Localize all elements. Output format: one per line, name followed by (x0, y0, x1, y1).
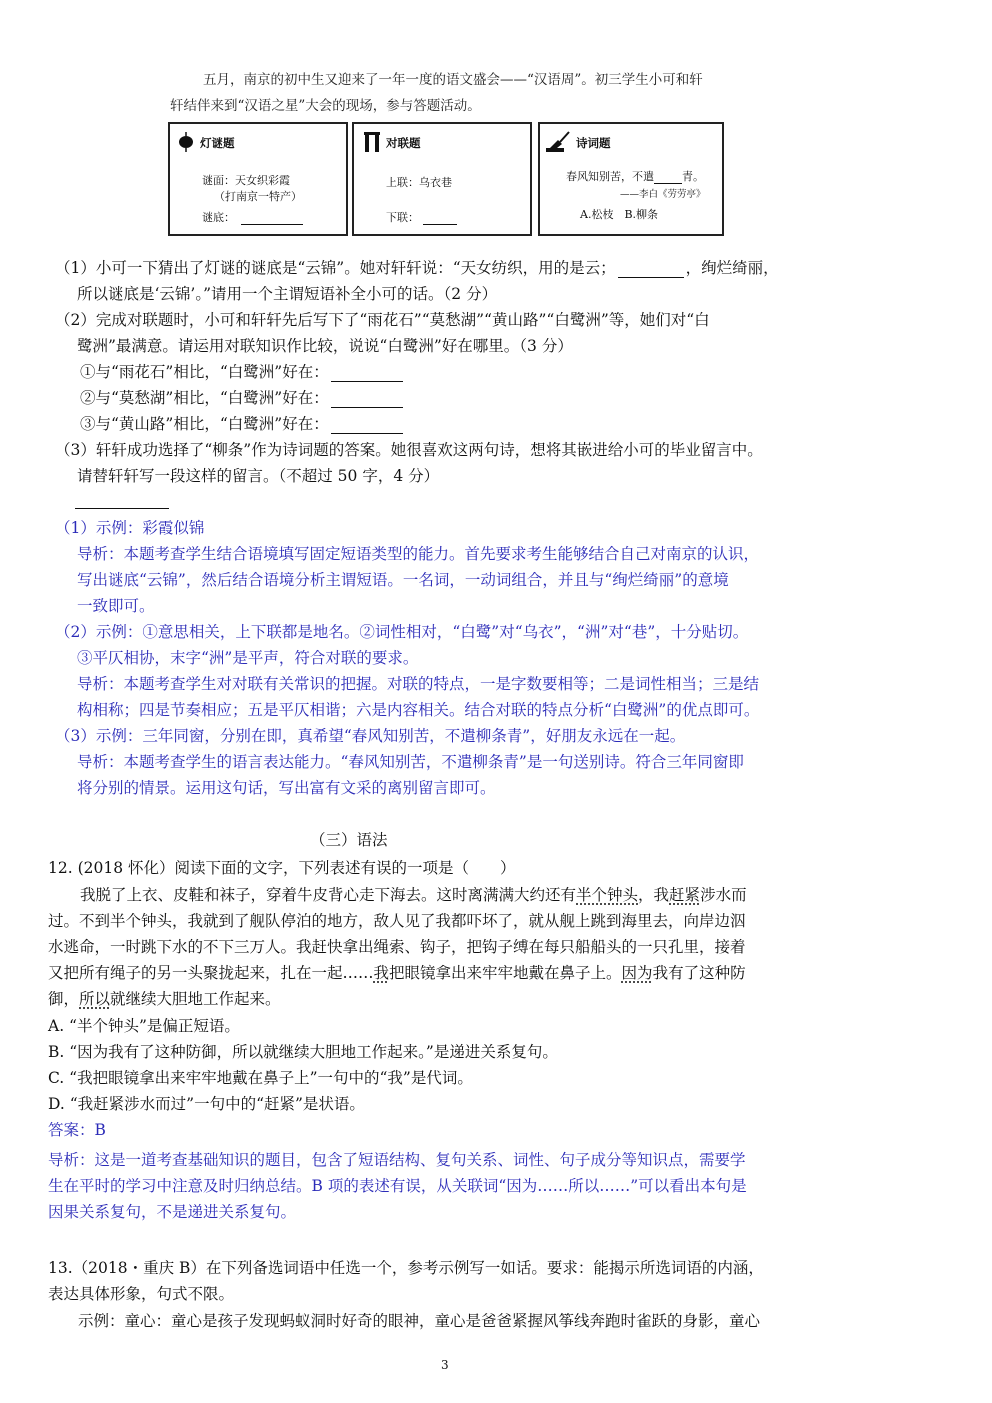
a1-analysis-2: 写出谜底“云锦”，然后结合语境分析主谓短语。一名词，一动词组合，并且与“绚烂绮丽”的意境 (77, 571, 729, 589)
a1-analysis-1: 导析：本题考查学生结合语境填写固定短语类型的能力。首先要求考生能够结合自己对南京的认识， (77, 545, 760, 563)
q2-item2: ②与“莫愁湖”相比，“白鹭洲”好在： (80, 388, 403, 408)
q3-answer-line (75, 508, 169, 509)
poem-box-title: 诗词题 (576, 136, 611, 150)
q12-passage-1: 我脱了上衣、皮鞋和袜子，穿着牛皮背心走下海去。这时离满满大约还有半个钟头，我赶紧涉水而 (80, 886, 747, 904)
riddle-box-title: 灯谜题 (200, 136, 235, 150)
q1-line1: （1）小可一下猜出了灯谜的谜底是“云锦”。她对轩轩说：“天女纺织，用的是云； ，绚烂绮丽， (55, 259, 779, 277)
couplet-lower-label: 下联： (386, 208, 457, 225)
q3-line2: 请替轩轩写一段这样的留言。（不超过 50 字，4 分） (77, 467, 440, 485)
poem-source: ——李白《劳劳亭》 (620, 189, 706, 200)
q3-line1: （3）轩轩成功选择了“柳条”作为诗词题的答案。她很喜欢这两句诗，想将其嵌进给小可的毕业留言中。 (55, 441, 763, 459)
couplet-box-title: 对联题 (386, 136, 421, 150)
section-heading: （三）语法 (310, 831, 388, 849)
q12-passage-4: 又把所有绳子的另一头聚拢起来，扎在一起……我把眼镜拿出来牢牢地戴在鼻子上。因为我有了这种防 (48, 964, 746, 982)
q12-option-d: D. “我赶紧涉水而过”一句中的“赶紧”是状语。 (48, 1095, 365, 1113)
riddle-box (168, 122, 348, 236)
a1-analysis-3: 一致即可。 (77, 597, 155, 615)
q2-line2: 鹭洲”最满意。请运用对联知识作比较，说说“白鹭洲”好在哪里。（3 分） (77, 337, 573, 355)
q13-example: 示例：童心：童心是孩子发现蚂蚁洞时好奇的眼神，童心是爸爸紧握风筝线奔跑时雀跃的身影，童心 (78, 1312, 761, 1330)
page-number: 3 (441, 1358, 449, 1372)
q12-analysis-1: 导析：这是一道考查基础知识的题目，包含了短语结构、复句关系、词性、句子成分等知识点，需要学 (48, 1151, 746, 1169)
riddle-hint: （打南京一特产） (214, 190, 302, 203)
poem-options: A.松枝 B.柳条 (580, 208, 659, 221)
q12-passage-3: 水逃命，一时跳下水的不下三万人。我赶快拿出绳索、钩子，把钩子缚在每只船船头的一只孔里，接着 (48, 938, 746, 956)
q12-option-b: B. “因为我有了这种防御，所以就继续大胆地工作起来。”是递进关系复句。 (48, 1043, 558, 1061)
q12-option-a: A. “半个钟头”是偏正短语。 (48, 1017, 240, 1035)
q12-stem: 12. (2018 怀化）阅读下面的文字，下列表述有误的一项是（ ） (48, 859, 516, 877)
couplet-upper: 上联：乌衣巷 (386, 176, 452, 189)
scan-intro-line2: 轩结伴来到“汉语之星”大会的现场，参与答题活动。 (170, 98, 481, 114)
q12-passage-5: 御，所以就继续大胆地工作起来。 (48, 990, 281, 1008)
a2-example-2: ③平仄相协，末字“洲”是平声，符合对联的要求。 (77, 649, 419, 667)
q12-passage-2: 过。不到半个钟头，我就到了舰队停泊的地方，敌人见了我都吓坏了，就从舰上跳到海里去，向岸边泅 (48, 912, 746, 930)
couplet-box (352, 122, 532, 236)
scan-intro-line1: 五月，南京的初中生又迎来了一年一度的语文盛会——“汉语周”。初三学生小可和轩 (203, 72, 703, 88)
a3-analysis-2: 将分别的情景。运用这句话，写出富有文采的离别留言即可。 (77, 779, 496, 797)
a2-analysis-1: 导析：本题考查学生对对联有关常识的把握。对联的特点，一是字数要相等；二是词性相当；三是结 (77, 675, 760, 693)
q1-line2: 所以谜底是‘云锦’。”请用一个主谓短语补全小可的话。（2 分） (77, 285, 498, 303)
a2-analysis-2: 构相称；四是节奏相应；五是平仄相谐；六是内容相关。结合对联的特点分析“白鹭洲”的优点即可。 (77, 701, 760, 719)
a2-example: （2）示例：①意思相关，上下联都是地名。②词性相对，“白鹭”对“乌衣”，“洲”对“巷”，十分贴切。 (55, 623, 749, 641)
q12-option-c: C. “我把眼镜拿出来牢牢地戴在鼻子上”一句中的“我”是代词。 (48, 1069, 473, 1087)
q13-line2: 表达具体形象，句式不限。 (48, 1285, 235, 1303)
q2-item3: ③与“黄山路”相比，“白鹭洲”好在： (80, 414, 403, 434)
q2-line1: （2）完成对联题时，小可和轩轩先后写下了“雨花石”“莫愁湖”“黄山路”“白鹭洲”等，她们对“白 (55, 311, 710, 329)
poem-box (538, 122, 724, 236)
riddle-answer-label: 谜底： (202, 208, 303, 225)
poem-line: 春风知别苦，不遣 青。 (566, 170, 704, 183)
brush-icon (546, 130, 570, 152)
a3-example: （3）示例：三年同窗，分别在即，真希望“春风知别苦，不遣柳条青”，好朋友永远在一起。 (55, 727, 686, 745)
q13-line1: 13.（2018・重庆 B）在下列备选词语中任选一个，参考示例写一如话。要求：能揭示所选词语的内涵， (48, 1259, 764, 1277)
q12-analysis-2: 生在平时的学习中注意及时归纳总结。B 项的表述有误，从关联词“因为……所以……”可以看出本句是 (48, 1177, 747, 1195)
q2-item1: ①与“雨花石”相比，“白鹭洲”好在： (80, 362, 403, 382)
q12-analysis-3: 因果关系复句，不是递进关系复句。 (48, 1203, 297, 1221)
riddle-clue: 谜面：天女织彩霞 (202, 174, 290, 187)
lantern-icon (178, 132, 194, 152)
a1-example: （1）示例：彩霞似锦 (55, 519, 205, 537)
q12-answer: 答案：B (48, 1121, 106, 1139)
couplet-icon (364, 132, 380, 152)
a3-analysis-1: 导析：本题考查学生的语言表达能力。“春风知别苦，不遣柳条青”是一句送别诗。符合三年同窗即 (77, 753, 744, 771)
